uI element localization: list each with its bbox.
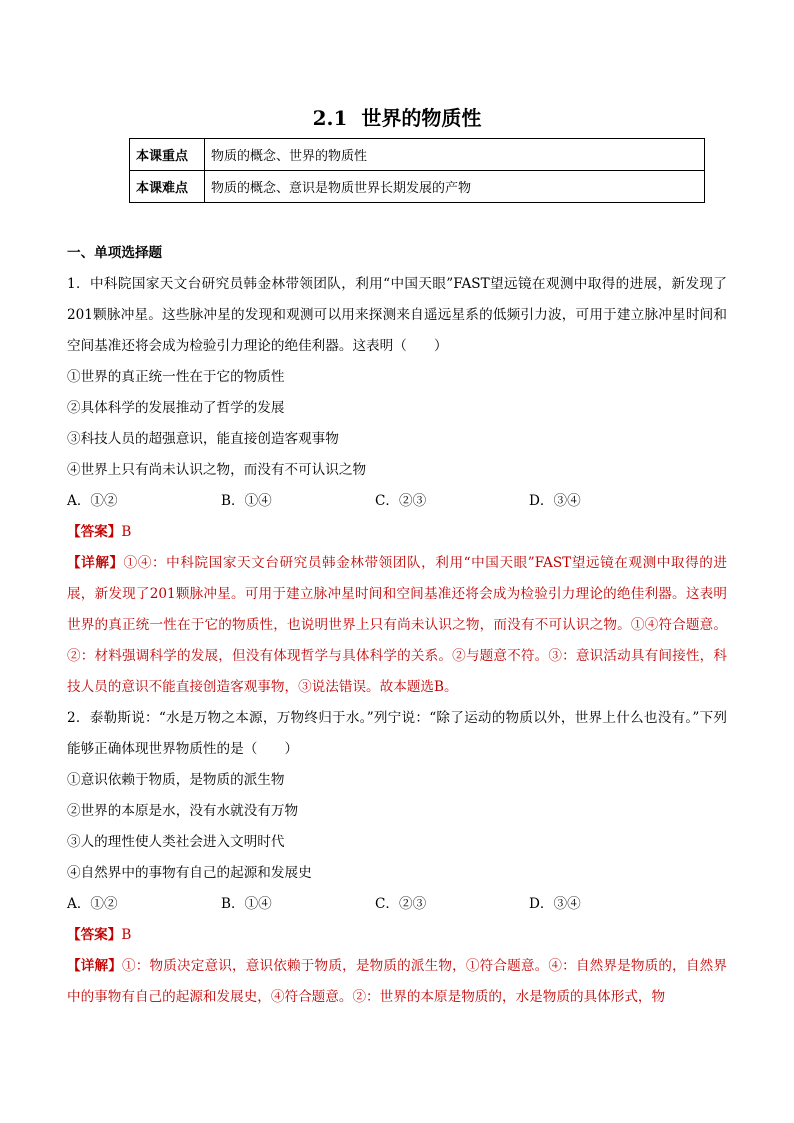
choice-a: A．①② (67, 493, 118, 509)
option-item: ③科技人员的超强意识，能直接创造客观事物 (67, 431, 339, 447)
document-content (67, 238, 727, 1013)
option-item: ③人的理性使人类社会进入文明时代 (67, 834, 285, 850)
section-title: 一、单项选择题 (67, 245, 163, 261)
option-item: ②具体科学的发展推动了哲学的发展 (67, 400, 285, 416)
answer-line (67, 920, 727, 951)
explain-text: ①：物质决定意识，意识依赖于物质，是物质的派生物，①符合题意。④：自然界是物质的，自然界中的事物有自己的起源和发展史，④符合题意。②：世界的本原是物质的，水是物质的具体形式，物 (67, 958, 727, 1005)
answer-tag: 【答案】 (67, 524, 122, 540)
key-point-head: 本课重点 (130, 139, 205, 171)
option-item: ④自然界中的事物有自己的起源和发展史 (67, 865, 312, 881)
section-number: 2.1 (312, 106, 348, 130)
choice-d: D．③④ (529, 493, 581, 509)
title-text: 世界的物质性 (361, 106, 482, 130)
answer-value: B (121, 927, 132, 943)
choice-b: B．①④ (221, 896, 272, 912)
page-title (0, 104, 794, 132)
table-row (130, 139, 705, 171)
table-row (130, 171, 705, 203)
option-item: ④世界上只有尚未认识之物，而没有不可认识之物 (67, 462, 367, 478)
option-item: ②世界的本原是水，没有水就没有万物 (67, 803, 299, 819)
difficult-point-value: 物质的概念、意识是物质世界长期发展的产物 (205, 171, 705, 203)
answer-value: B (121, 524, 132, 540)
explain-tag: 【详解】 (67, 958, 123, 974)
key-point-value: 物质的概念、世界的物质性 (205, 139, 705, 171)
question-stem: 2．泰勒斯说：“水是万物之本源，万物终归于水。”列宁说：“除了运动的物质以外，世界上什么也没有。”下列能够正确体现世界物质性的是（ ） (67, 710, 727, 757)
question-stem: 1．中科院国家天文台研究员韩金林带领团队，利用“中国天眼”FAST望远镜在观测中取得的进展，新发现了201颗脉冲星。这些脉冲星的发现和观测可以用来探测来自遥远星系的低频引力波，可用于建立脉冲星时间和空间基准还将会成为检验引力理论的绝佳利器。这表明（ ） (67, 276, 727, 354)
option-item: ①意识依赖于物质，是物质的派生物 (67, 772, 285, 788)
choice-a: A．①② (67, 896, 118, 912)
explain-text: ①④：中科院国家天文台研究员韩金林带领团队，利用“中国天眼”FAST望远镜在观测中取得的进展，新发现了201颗脉冲星。可用于建立脉冲星时间和空间基准还将会成为检验引力理论的绝佳利器。这表明世界的真正统一性在于它的物质性，也说明世界上只有尚未认识之物，而没有不可认识之物。①④符合题意。②：材料强调科学的发展，但没有体现哲学与具体科学的关系。②与题意不符。③：意识活动具有间接性，科技人员的意识不能直接创造客观事物，③说法错误。故本题选B。 (67, 555, 728, 695)
choice-row (67, 889, 727, 920)
explain-tag: 【详解】 (67, 555, 124, 571)
explanation (67, 548, 727, 703)
difficult-point-head: 本课难点 (130, 171, 205, 203)
key-points-table (129, 138, 705, 203)
choice-c: C．②③ (375, 493, 427, 509)
choice-c: C．②③ (375, 896, 427, 912)
choice-d: D．③④ (529, 896, 581, 912)
answer-tag: 【答案】 (67, 927, 122, 943)
answer-line (67, 517, 727, 548)
option-item: ①世界的真正统一性在于它的物质性 (67, 369, 285, 385)
choice-b: B．①④ (221, 493, 272, 509)
choice-row (67, 486, 727, 517)
explanation (67, 951, 727, 1013)
